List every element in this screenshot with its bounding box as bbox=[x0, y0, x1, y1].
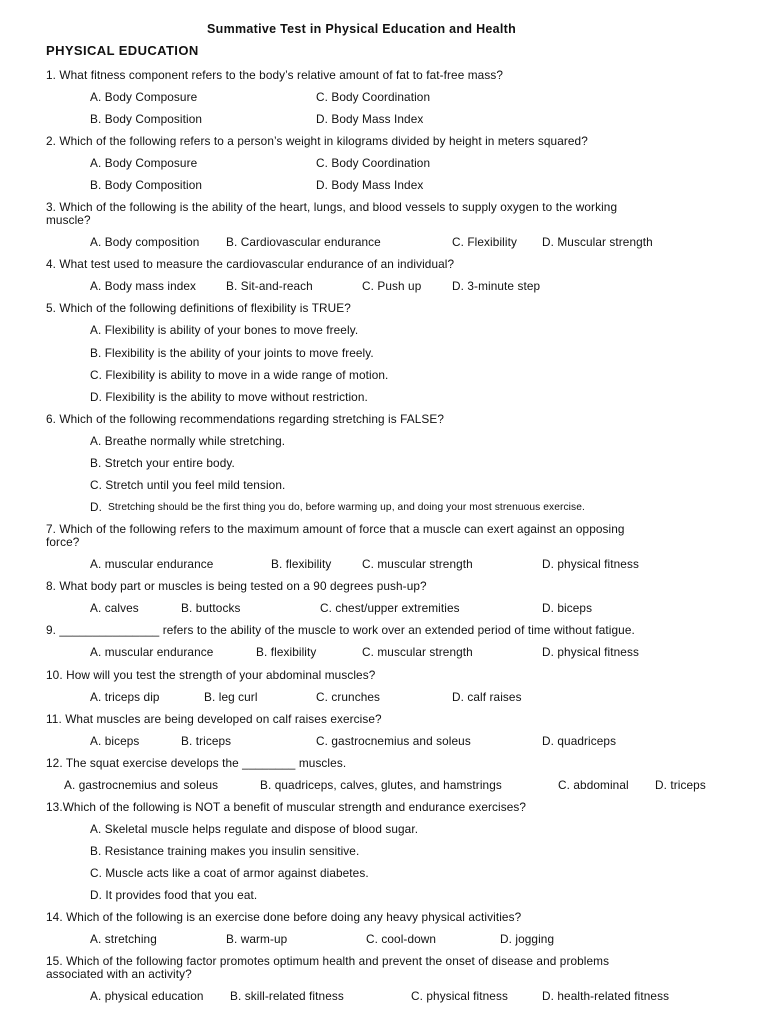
q1-choice-d: D. Body Mass Index bbox=[316, 112, 424, 126]
q10-choice-c: C. crunches bbox=[316, 690, 381, 704]
question-8-text: 8. What body part or muscles is being tested on a 90 degrees push-up? bbox=[46, 579, 427, 593]
q7-choice-b: B. flexibility bbox=[271, 557, 332, 571]
q6-choice-c: C. Stretch until you feel mild tension. bbox=[90, 478, 286, 492]
question-15-text-cont: associated with an activity? bbox=[46, 967, 192, 981]
q14-choice-d: D. jogging bbox=[500, 932, 555, 946]
q5-choice-c: C. Flexibility is ability to move in a wide range of motion. bbox=[90, 368, 389, 382]
q15-choice-d: D. health-related fitness bbox=[542, 989, 670, 1003]
q11-choice-a: A. biceps bbox=[90, 734, 140, 748]
q15-choice-b: B. skill-related fitness bbox=[230, 989, 344, 1003]
q10-choice-a: A. triceps dip bbox=[90, 690, 160, 704]
question-15-text: 15. Which of the following factor promotes optimum health and prevent the onset of disease and problems bbox=[46, 954, 610, 968]
q14-choice-b: B. warm-up bbox=[226, 932, 288, 946]
q13-choice-d: D. It provides food that you eat. bbox=[90, 888, 258, 902]
q2-choice-d: D. Body Mass Index bbox=[316, 178, 424, 192]
question-14-text: 14. Which of the following is an exercise done before doing any heavy physical activities? bbox=[46, 910, 522, 924]
q3-choice-d: D. Muscular strength bbox=[542, 235, 653, 249]
q4-choice-a: A. Body mass index bbox=[90, 279, 197, 293]
q5-choice-b: B. Flexibility is the ability of your joints to move freely. bbox=[90, 346, 374, 360]
q11-choice-b: B. triceps bbox=[181, 734, 232, 748]
q3-choice-a: A. Body composition bbox=[90, 235, 200, 249]
q8-choice-a: A. calves bbox=[90, 601, 139, 615]
q11-choice-d: D. quadriceps bbox=[542, 734, 617, 748]
q13-choice-b: B. Resistance training makes you insulin sensitive. bbox=[90, 844, 360, 858]
q12-choice-a: A. gastrocnemius and soleus bbox=[64, 778, 219, 792]
question-4-text: 4. What test used to measure the cardiovascular endurance of an individual? bbox=[46, 257, 455, 271]
q3-choice-b: B. Cardiovascular endurance bbox=[226, 235, 381, 249]
q12-choice-d: D. triceps bbox=[655, 778, 706, 792]
question-13-text: 13.Which of the following is NOT a benefit of muscular strength and endurance exercises? bbox=[46, 800, 527, 814]
q9-choice-a: A. muscular endurance bbox=[90, 645, 214, 659]
question-7-text: 7. Which of the following refers to the maximum amount of force that a muscle can exert against an opposing bbox=[46, 522, 625, 536]
q1-choice-c: C. Body Coordination bbox=[316, 90, 431, 104]
question-7-text-cont: force? bbox=[46, 535, 80, 549]
question-5-text: 5. Which of the following definitions of flexibility is TRUE? bbox=[46, 301, 351, 315]
q7-choice-d: D. physical fitness bbox=[542, 557, 639, 571]
q4-choice-d: D. 3-minute step bbox=[452, 279, 541, 293]
question-1-text: 1. What fitness component refers to the body’s relative amount of fat to fat-free mass? bbox=[46, 68, 503, 82]
q7-choice-a: A. muscular endurance bbox=[90, 557, 214, 571]
question-10-text: 10. How will you test the strength of your abdominal muscles? bbox=[46, 668, 376, 682]
q2-choice-c: C. Body Coordination bbox=[316, 156, 431, 170]
q9-choice-c: C. muscular strength bbox=[362, 645, 473, 659]
section-heading: PHYSICAL EDUCATION bbox=[46, 43, 199, 58]
q10-choice-d: D. calf raises bbox=[452, 690, 522, 704]
q4-choice-c: C. Push up bbox=[362, 279, 422, 293]
q9-choice-b: B. flexibility bbox=[256, 645, 317, 659]
q8-choice-d: D. biceps bbox=[542, 601, 593, 615]
q8-choice-b: B. buttocks bbox=[181, 601, 241, 615]
q6-choice-d-letter: D. bbox=[90, 500, 102, 514]
q5-choice-d: D. Flexibility is the ability to move without restriction. bbox=[90, 390, 368, 404]
q13-choice-c: C. Muscle acts like a coat of armor against diabetes. bbox=[90, 866, 369, 880]
question-3-text: 3. Which of the following is the ability of the heart, lungs, and blood vessels to supply oxygen to the working bbox=[46, 200, 618, 214]
q9-choice-d: D. physical fitness bbox=[542, 645, 639, 659]
q1-choice-b: B. Body Composition bbox=[90, 112, 203, 126]
question-12-text: 12. The squat exercise develops the ________ muscles. bbox=[46, 756, 347, 770]
q7-choice-c: C. muscular strength bbox=[362, 557, 473, 571]
question-9-text: 9. _______________ refers to the ability of the muscle to work over an extended period of time without fatigue. bbox=[46, 623, 635, 637]
q6-choice-a: A. Breathe normally while stretching. bbox=[90, 434, 286, 448]
question-3-text-cont: muscle? bbox=[46, 213, 91, 227]
q12-choice-b: B. quadriceps, calves, glutes, and hamstrings bbox=[260, 778, 502, 792]
q2-choice-b: B. Body Composition bbox=[90, 178, 203, 192]
q1-choice-a: A. Body Composure bbox=[90, 90, 198, 104]
q6-choice-b: B. Stretch your entire body. bbox=[90, 456, 235, 470]
q5-choice-a: A. Flexibility is ability of your bones to move freely. bbox=[90, 323, 359, 337]
q14-choice-c: C. cool-down bbox=[366, 932, 437, 946]
question-11-text: 11. What muscles are being developed on calf raises exercise? bbox=[46, 712, 382, 726]
q15-choice-a: A. physical education bbox=[90, 989, 204, 1003]
q10-choice-b: B. leg curl bbox=[204, 690, 258, 704]
q12-choice-c: C. abdominal bbox=[558, 778, 629, 792]
q14-choice-a: A. stretching bbox=[90, 932, 157, 946]
q8-choice-c: C. chest/upper extremities bbox=[320, 601, 460, 615]
question-2-text: 2. Which of the following refers to a person’s weight in kilograms divided by height in meters squared? bbox=[46, 134, 588, 148]
q3-choice-c: C. Flexibility bbox=[452, 235, 517, 249]
q2-choice-a: A. Body Composure bbox=[90, 156, 198, 170]
q11-choice-c: C. gastrocnemius and soleus bbox=[316, 734, 471, 748]
q15-choice-c: C. physical fitness bbox=[411, 989, 508, 1003]
q6-choice-d-text: Stretching should be the first thing you do, before warming up, and doing your most strenuous exercise. bbox=[108, 502, 585, 513]
q4-choice-b: B. Sit-and-reach bbox=[226, 279, 313, 293]
document-title: Summative Test in Physical Education and Health bbox=[207, 22, 517, 36]
q13-choice-a: A. Skeletal muscle helps regulate and dispose of blood sugar. bbox=[90, 822, 419, 836]
question-6-text: 6. Which of the following recommendations regarding stretching is FALSE? bbox=[46, 412, 445, 426]
